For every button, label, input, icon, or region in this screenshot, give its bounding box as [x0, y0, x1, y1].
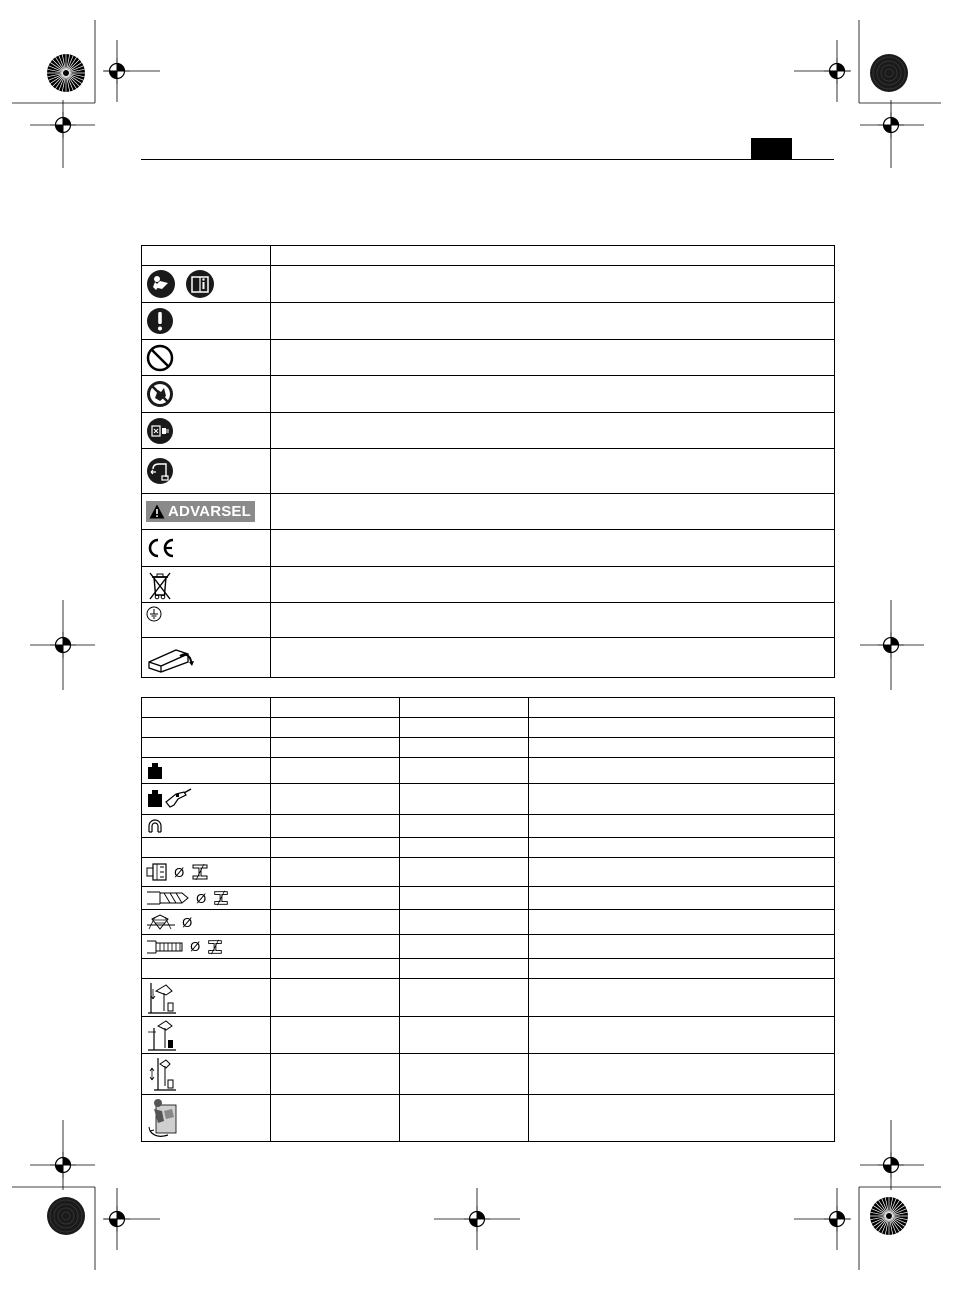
table-cell [400, 738, 529, 758]
symbol-row [142, 266, 835, 303]
table-row [142, 1095, 835, 1142]
table-cell [400, 910, 529, 935]
symbol-row [142, 413, 835, 449]
table-cell [529, 1017, 835, 1054]
table-cell [529, 698, 835, 718]
table-cell [271, 979, 400, 1017]
hose-connect-icon [146, 457, 174, 485]
table-row [142, 1054, 835, 1095]
table-cell [529, 1095, 835, 1142]
table-cell [142, 738, 271, 758]
symbol-row [142, 638, 835, 678]
symbol-description [271, 530, 835, 567]
table-cell [529, 959, 835, 979]
steel-beam-icon [206, 938, 224, 956]
table-cell [529, 738, 835, 758]
table-row [142, 858, 835, 887]
symbol-cell [142, 266, 271, 303]
table-cell [529, 838, 835, 858]
symbol-row [142, 340, 835, 376]
language-tab [751, 138, 792, 159]
table-cell [400, 887, 529, 910]
info-book-icon [185, 269, 215, 299]
symbol-cell [142, 303, 271, 340]
table-row [142, 910, 835, 935]
table-cell [142, 910, 271, 935]
symbol-description [271, 567, 835, 603]
table-cell [271, 935, 400, 959]
table-cell [271, 698, 400, 718]
weight-icon [146, 762, 164, 780]
stand-position-3-icon [146, 1056, 178, 1092]
weee-bin-icon [146, 569, 174, 601]
table-cell [271, 838, 400, 858]
header-rule [141, 159, 834, 160]
table-cell [142, 887, 271, 910]
table-cell [400, 935, 529, 959]
table-cell [529, 758, 835, 784]
table-cell [400, 1054, 529, 1095]
ce-mark-icon [146, 537, 176, 559]
table-cell [142, 758, 271, 784]
symbol-description [271, 266, 835, 303]
steel-beam-icon [190, 862, 210, 882]
symbol-row [142, 603, 835, 638]
countersink-icon [146, 913, 176, 931]
table-cell [271, 858, 400, 887]
symbol-description [271, 449, 835, 494]
symbol-cell [142, 638, 271, 678]
table-row [142, 758, 835, 784]
symbol-row [142, 494, 835, 530]
tap-icon [146, 938, 184, 956]
case-drill-icon [146, 642, 196, 674]
diameter-symbol: Ø [196, 890, 207, 906]
magnet-icon [146, 818, 164, 834]
table-cell [142, 838, 271, 858]
symbol-cell [142, 376, 271, 413]
warning-triangle-icon [149, 504, 165, 519]
table-row [142, 1017, 835, 1054]
table-cell [400, 698, 529, 718]
steel-beam-icon [212, 889, 230, 907]
table-row [142, 718, 835, 738]
table-row [142, 815, 835, 838]
read-manual-icon [146, 269, 176, 299]
table-cell [142, 959, 271, 979]
symbol-description [271, 413, 835, 449]
symbol-description [271, 638, 835, 678]
table-cell [400, 815, 529, 838]
table-cell [271, 758, 400, 784]
warning-label-text: ADVARSEL [168, 503, 251, 520]
symbol-description [271, 376, 835, 413]
table-row [142, 738, 835, 758]
table-row [142, 959, 835, 979]
table-cell [142, 784, 271, 815]
table-cell [271, 718, 400, 738]
twist-drill-icon [146, 889, 190, 907]
table-cell [271, 1054, 400, 1095]
table-cell [271, 1017, 400, 1054]
earth-ground-icon [146, 606, 162, 622]
technical-data-table [141, 697, 835, 1142]
symbol-cell [142, 413, 271, 449]
table-cell [142, 1017, 271, 1054]
stand-position-1-icon [146, 981, 178, 1015]
table-cell [271, 959, 400, 979]
table-row [142, 698, 835, 718]
table-cell [400, 979, 529, 1017]
unplug-icon [146, 417, 174, 445]
symbol-cell [142, 494, 271, 530]
table-cell [400, 718, 529, 738]
symbol-row [142, 449, 835, 494]
table-cell [529, 887, 835, 910]
header-cell [142, 246, 271, 266]
table-cell [529, 1054, 835, 1095]
table-cell [142, 815, 271, 838]
symbol-cell [142, 530, 271, 567]
stand-position-2-icon [146, 1018, 178, 1052]
table-cell [529, 718, 835, 738]
table-cell [529, 815, 835, 838]
table-cell [142, 858, 271, 887]
diameter-symbol: Ø [182, 914, 193, 930]
no-touch-icon [146, 380, 174, 408]
symbol-description [271, 303, 835, 340]
diameter-symbol: Ø [190, 939, 201, 954]
symbol-description [271, 603, 835, 638]
table-cell [142, 979, 271, 1017]
table-cell [529, 935, 835, 959]
symbol-cell [142, 567, 271, 603]
exclamation-icon [146, 307, 174, 335]
table-row [142, 979, 835, 1017]
table-row [142, 838, 835, 858]
symbol-row [142, 530, 835, 567]
symbol-description [271, 494, 835, 530]
table-cell [529, 784, 835, 815]
table-cell [400, 1095, 529, 1142]
table-row [142, 784, 835, 815]
symbol-row [142, 303, 835, 340]
table-row [142, 935, 835, 959]
table-cell [142, 1095, 271, 1142]
symbol-description [271, 340, 835, 376]
table-cell [400, 858, 529, 887]
weight-drill-icon [146, 788, 192, 810]
table-cell [529, 858, 835, 887]
table-cell [271, 815, 400, 838]
table-cell [142, 935, 271, 959]
symbol-table [141, 245, 835, 678]
table-cell [529, 979, 835, 1017]
table-cell [271, 887, 400, 910]
table-cell [400, 1017, 529, 1054]
table-row [142, 887, 835, 910]
warning-label-icon [146, 501, 255, 522]
table-cell [271, 1095, 400, 1142]
table-cell [142, 1054, 271, 1095]
symbol-table-header [142, 246, 835, 266]
table-cell [271, 738, 400, 758]
symbol-cell [142, 340, 271, 376]
symbol-cell [142, 603, 271, 638]
symbol-row [142, 376, 835, 413]
table-cell [529, 910, 835, 935]
symbol-row [142, 567, 835, 603]
table-cell [142, 698, 271, 718]
table-cell [271, 910, 400, 935]
core-cutter-icon [146, 862, 168, 882]
table-cell [400, 838, 529, 858]
prohibition-icon [146, 344, 174, 372]
table-cell [271, 784, 400, 815]
diameter-symbol: Ø [174, 864, 185, 880]
table-cell [400, 959, 529, 979]
symbol-cell [142, 449, 271, 494]
table-cell [400, 784, 529, 815]
table-cell [400, 758, 529, 784]
operator-position-icon [146, 1097, 180, 1139]
table-cell [142, 718, 271, 738]
header-cell [271, 246, 835, 266]
